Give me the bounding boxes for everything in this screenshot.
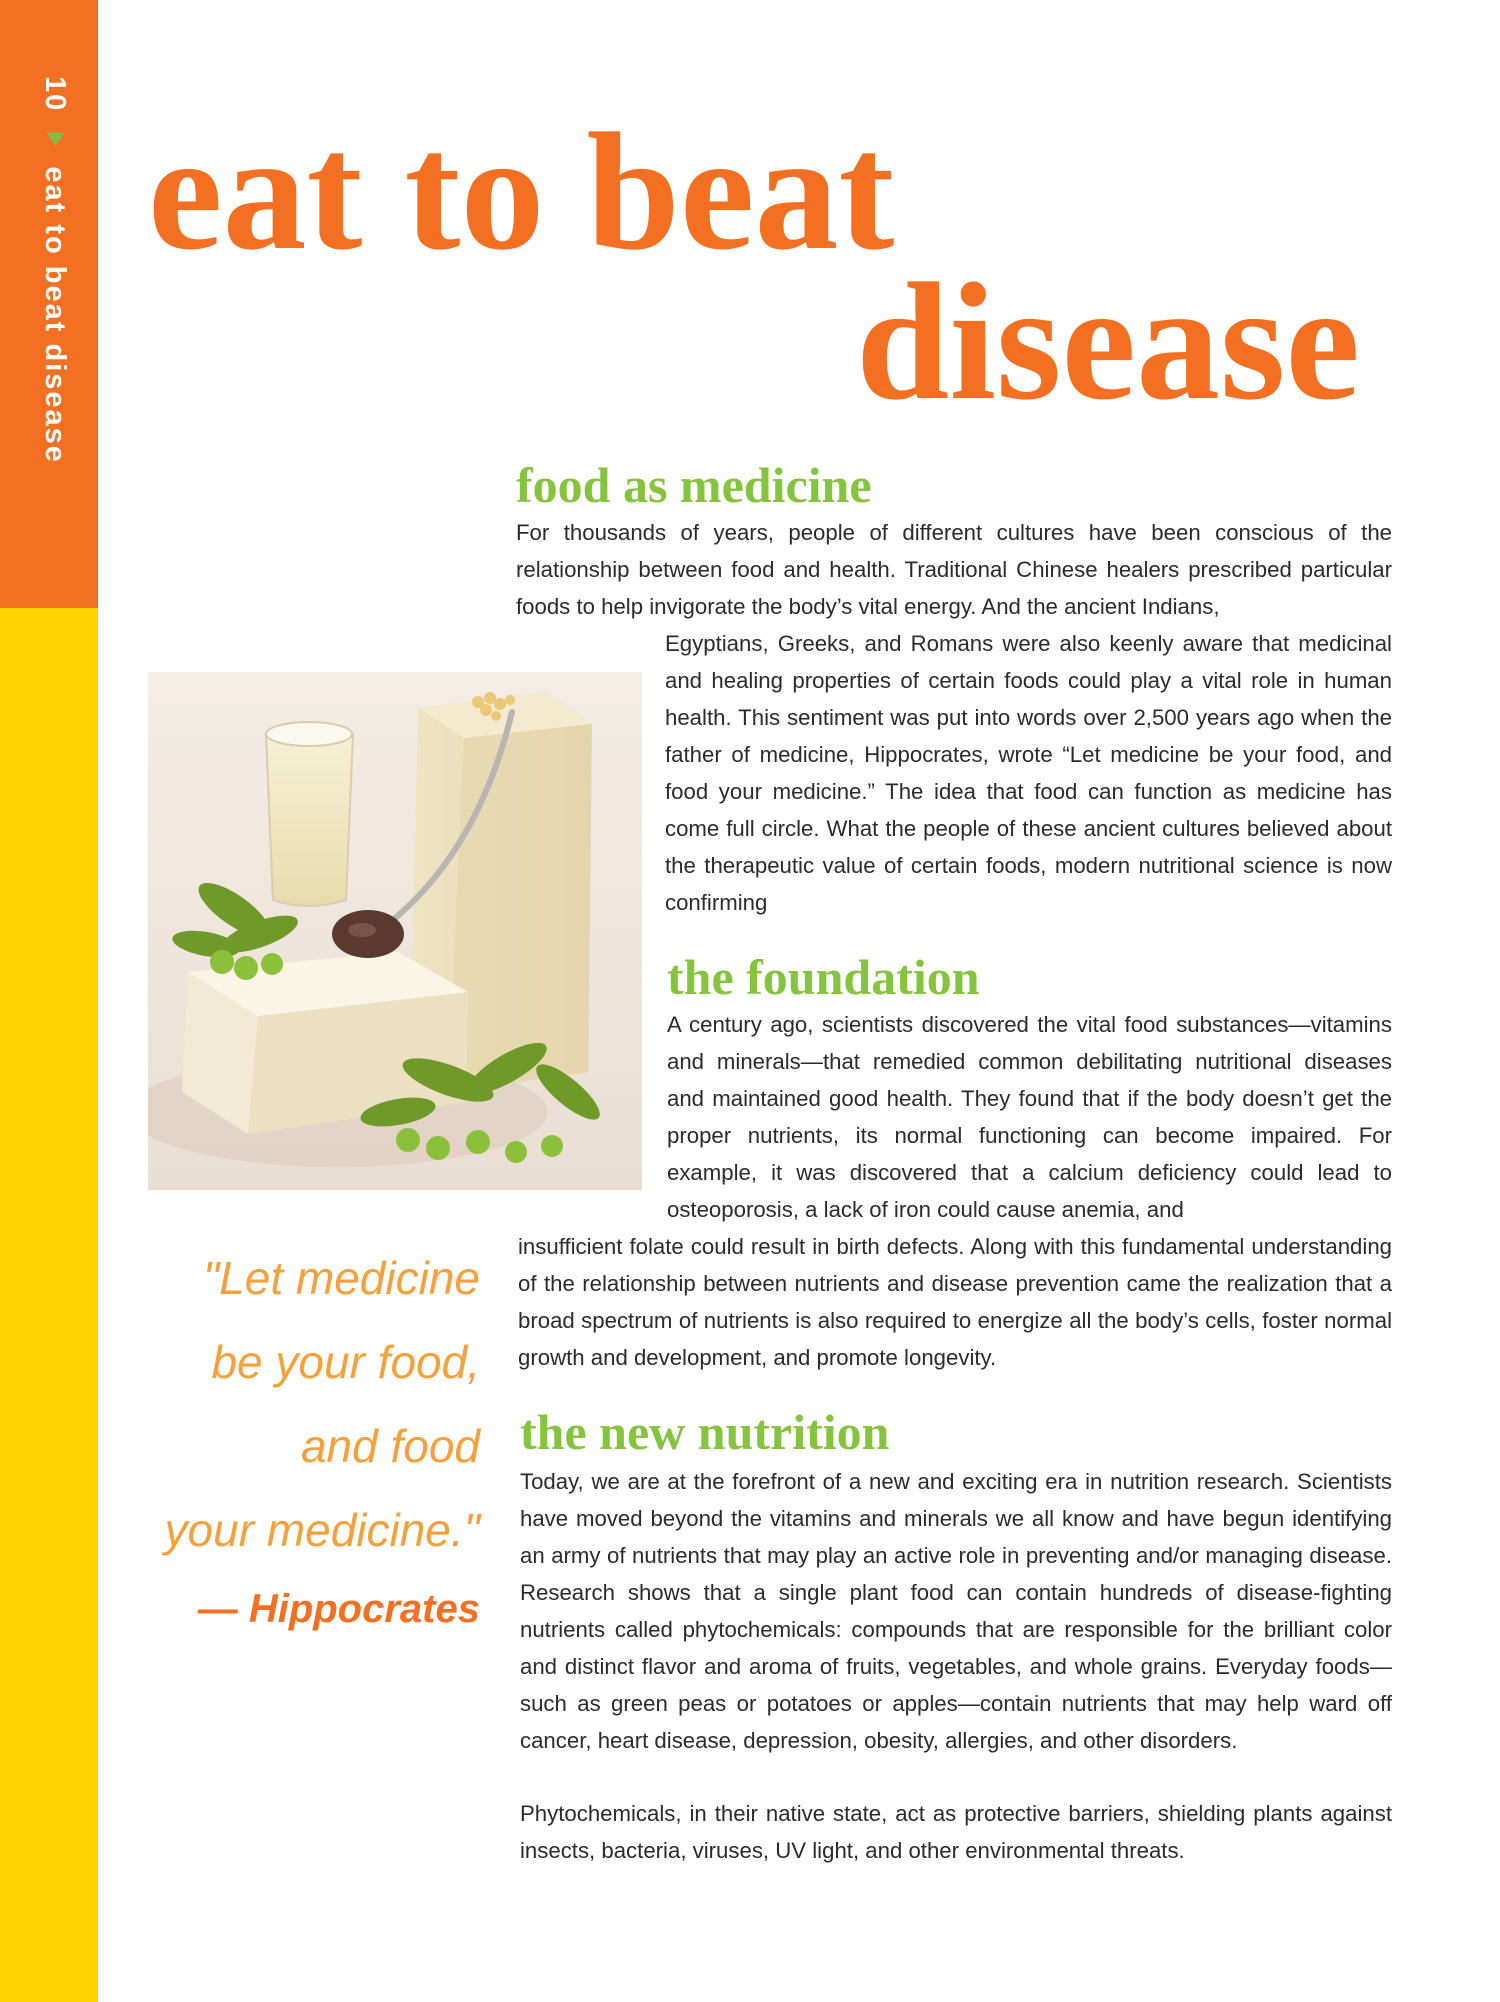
- page-title-line-2: disease: [856, 249, 1360, 435]
- page-title-line-1: eat to beat: [148, 99, 895, 285]
- food-photo: [148, 672, 642, 1190]
- paragraph-foundation-intro: A century ago, scientists discovered the vital food substances—vitamins and minerals—that remedied common debilitating nutritional diseases and maintained good health. They found that if the body doesn’t get the proper nutrients, its normal functioning can become impaired. For example, it was discovered that a calcium deficiency could lead to osteoporosis, a lack of iron could cause anemia, and: [667, 1012, 1392, 1222]
- pull-quote: [100, 1236, 480, 1644]
- pull-quote-line: and food: [300, 1420, 480, 1472]
- heading-the-new-nutrition: the new nutrition: [520, 1404, 890, 1460]
- triangle-arrow-icon: [46, 133, 64, 146]
- pull-quote-attribution: — Hippocrates: [197, 1587, 480, 1631]
- pull-quote-line: your medicine.": [164, 1504, 480, 1556]
- paragraph-new-nutrition-1: Today, we are at the forefront of a new and exciting era in nutrition research. Scientists have moved beyond the vitamins and minerals we all know and have begun identifying an army of nutrients that may play an active role in preventing and/or managing disease. Research shows that a single plant food can contain hundreds of disease-fighting nutrients called phytochemicals: compounds that are responsible for the brilliant color and distinct flavor and aroma of fruits, vegetables, and whole grains. Everyday foods—such as green peas or potatoes or apples—contain nutrients that may help ward off cancer, heart disease, depression, obesity, allergies, and other disorders.: [520, 1469, 1392, 1753]
- paragraph-food-as-medicine-intro: For thousands of years, people of different cultures have been conscious of the relationship between food and health. Traditional Chinese healers prescribed particular foods to help invigorate the body’s vital energy. And the ancient Indians,: [516, 520, 1392, 619]
- side-tab-label: [38, 76, 71, 464]
- heading-food-as-medicine: food as medicine: [516, 457, 872, 513]
- paragraph-new-nutrition-2: Phytochemicals, in their native state, act as protective barriers, shielding plants against insects, bacteria, viruses, UV light, and other environmental threats.: [520, 1801, 1392, 1863]
- pull-quote-line: be your food,: [211, 1336, 480, 1388]
- heading-the-foundation: the foundation: [667, 949, 980, 1005]
- page-number: 10: [39, 76, 71, 113]
- paragraph-foundation-cont: insufficient folate could result in birth defects. Along with this fundamental understanding of the relationship between nutrients and disease prevention came the realization that a broad spectrum of nutrients is also required to energize all the body’s cells, foster normal growth and development, and promote longevity.: [518, 1234, 1392, 1370]
- pull-quote-line: "Let medicine: [202, 1252, 480, 1304]
- paragraph-food-as-medicine-cont: Egyptians, Greeks, and Romans were also keenly aware that medicinal and healing properties of certain foods could play a vital role in human health. This sentiment was put into words over 2,500 years ago when the father of medicine, Hippocrates, wrote “Let medicine be your food, and food your medicine.” The idea that food can function as medicine has come full circle. What the people of these ancient cultures believed about the therapeutic value of certain foods, modern nutritional science is now confirming: [665, 631, 1392, 915]
- section-name: eat to beat disease: [39, 166, 71, 464]
